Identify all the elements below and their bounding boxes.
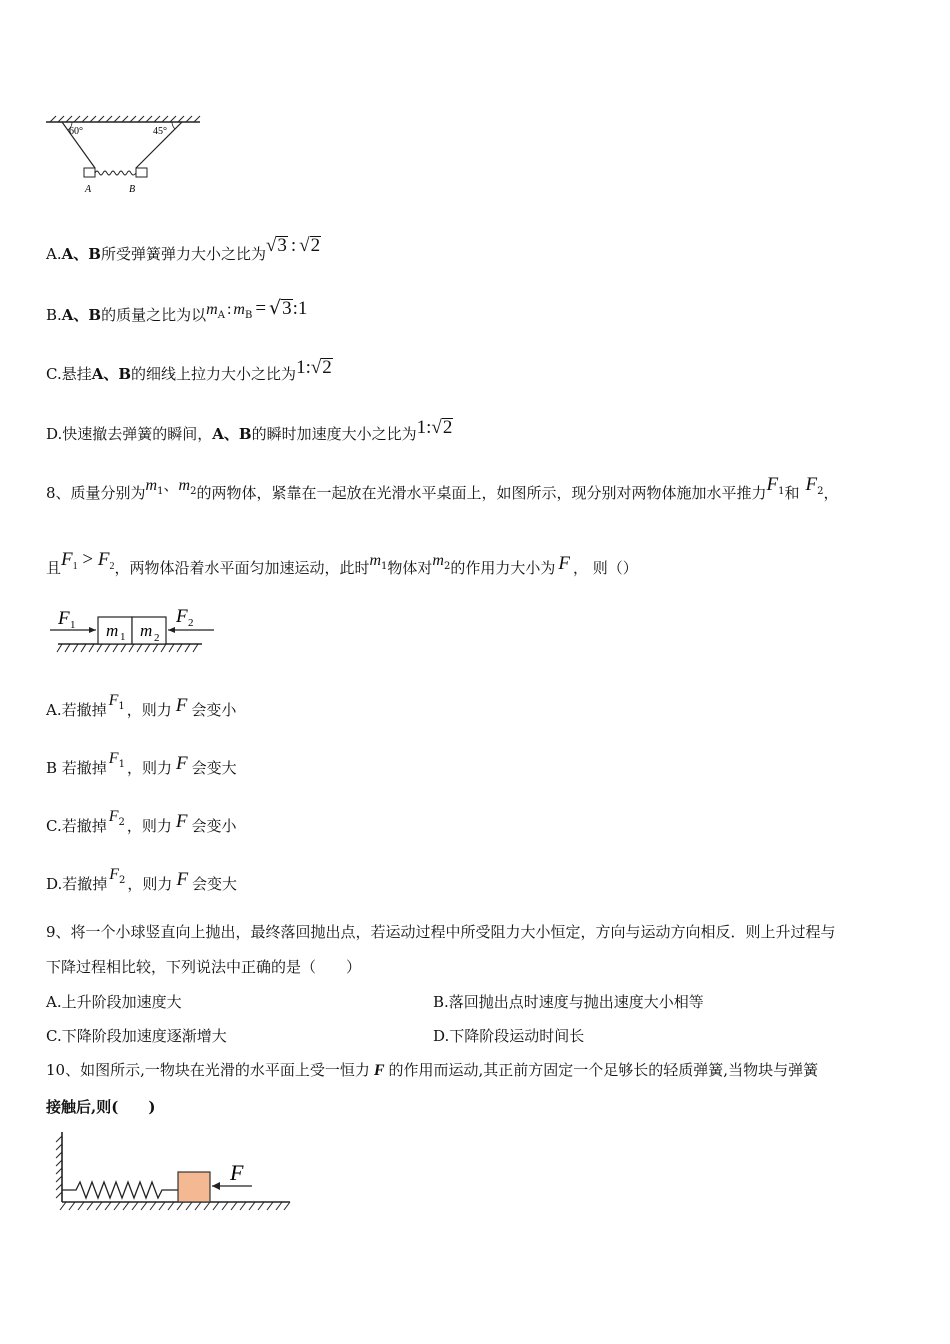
force-arrow-head (212, 1182, 220, 1190)
q8-stem-line1: 8、质量分别为$m_1$、$m_2$的两物体，紧靠在一起放在光滑水平桌面上，如图所示，现分别对两物体施加水平推力$F_1$和 $F_2$， (46, 474, 839, 502)
label-f1: F (58, 608, 70, 629)
wall (56, 1132, 62, 1202)
angle-arc-b (172, 122, 175, 129)
q8-option-b[interactable]: B 若撤掉$F_1$ ，则力 F 会变大 (46, 750, 237, 777)
q9-option-c[interactable]: C.下降阶段加速度逐渐增大 (46, 1027, 227, 1045)
q8-figure (46, 600, 216, 660)
q7-option-d[interactable]: D.快速撤去弹簧的瞬间，A、B的瞬时加速度大小之比为1:√2 (46, 417, 453, 443)
arrow-f1-head (89, 627, 96, 633)
q10-figure (52, 1128, 297, 1218)
angle-label-b: 45° (153, 126, 167, 137)
q9-option-d[interactable]: D.下降阶段运动时间长 (433, 1027, 585, 1045)
label-f2-sub: 2 (188, 617, 194, 629)
q7-figure (40, 112, 210, 202)
block-a (84, 168, 95, 177)
q9-stem-line2: 下降过程相比较，下列说法中正确的是（ ） (46, 958, 362, 976)
spring (95, 171, 136, 175)
q8-stem-line2: 且$F_1 > F_2$，两物体沿着水平面匀加速运动，此时$m_1$物体对$m_2$的作用力大小为 F ， 则（） (46, 549, 638, 577)
acceleration-ratio-expr: 1:√2 (416, 417, 453, 438)
q8-option-c[interactable]: C.若撤掉$F_2$ ，则力 F 会变小 (46, 808, 237, 835)
label-b: B (129, 184, 136, 195)
q10-stem-line2: 接触后,则( ) (46, 1098, 156, 1116)
block (178, 1172, 210, 1202)
q9-option-a[interactable]: A.上升阶段加速度大 (46, 993, 182, 1011)
q7-option-b[interactable]: B.A、B的质量之比为以$m_A$ : $m_B$ = √3:1 (46, 297, 308, 324)
q9-stem-line1: 9、将一个小球竖直向上抛出，最终落回抛出点，若运动过程中所受阻力大小恒定，方向与运动方向相反．则上升过程与 (46, 923, 836, 941)
label-m1: m (106, 621, 119, 640)
label-a: A (85, 184, 92, 195)
ratio-expr: √3 : √2 (265, 235, 321, 256)
ceiling (46, 116, 200, 122)
q10-stem-line1: 10、如图所示,一物块在光滑的水平面上受一恒力 F 的作用而运动,其正前方固定一个足够长的轻质弹簧,当物块与弹簧 (46, 1061, 819, 1079)
spring (62, 1182, 178, 1198)
q9-option-b[interactable]: B.落回抛出点时速度与抛出速度大小相等 (433, 993, 704, 1011)
tension-ratio-expr: 1:√2 (296, 357, 332, 378)
force-label: F (230, 1160, 244, 1185)
q7-option-a[interactable]: A.A、B所受弹簧弹力大小之比为√3 : √2 (46, 235, 321, 263)
block-b (136, 168, 147, 177)
label-f2: F (176, 606, 188, 627)
label-m1-sub: 1 (120, 631, 126, 643)
label-f1-sub: 1 (70, 619, 76, 631)
q8-option-d[interactable]: D.若撤掉$F_2$ ，则力 F 会变大 (46, 866, 238, 893)
floor (60, 1202, 290, 1210)
q7-option-c[interactable]: C.悬挂A、B的细线上拉力大小之比为1:√2 (46, 357, 332, 383)
ground (57, 644, 202, 652)
mass-ratio-expr: $m_A$ : $m_B$ = √3:1 (206, 297, 308, 321)
label-m2: m (140, 621, 153, 640)
label-m2-sub: 2 (154, 632, 160, 644)
arrow-f2-head (168, 627, 175, 633)
q8-option-a[interactable]: A.若撤掉$F_1$ ，则力 F 会变小 (46, 692, 237, 719)
angle-label-a: 60° (69, 126, 83, 137)
